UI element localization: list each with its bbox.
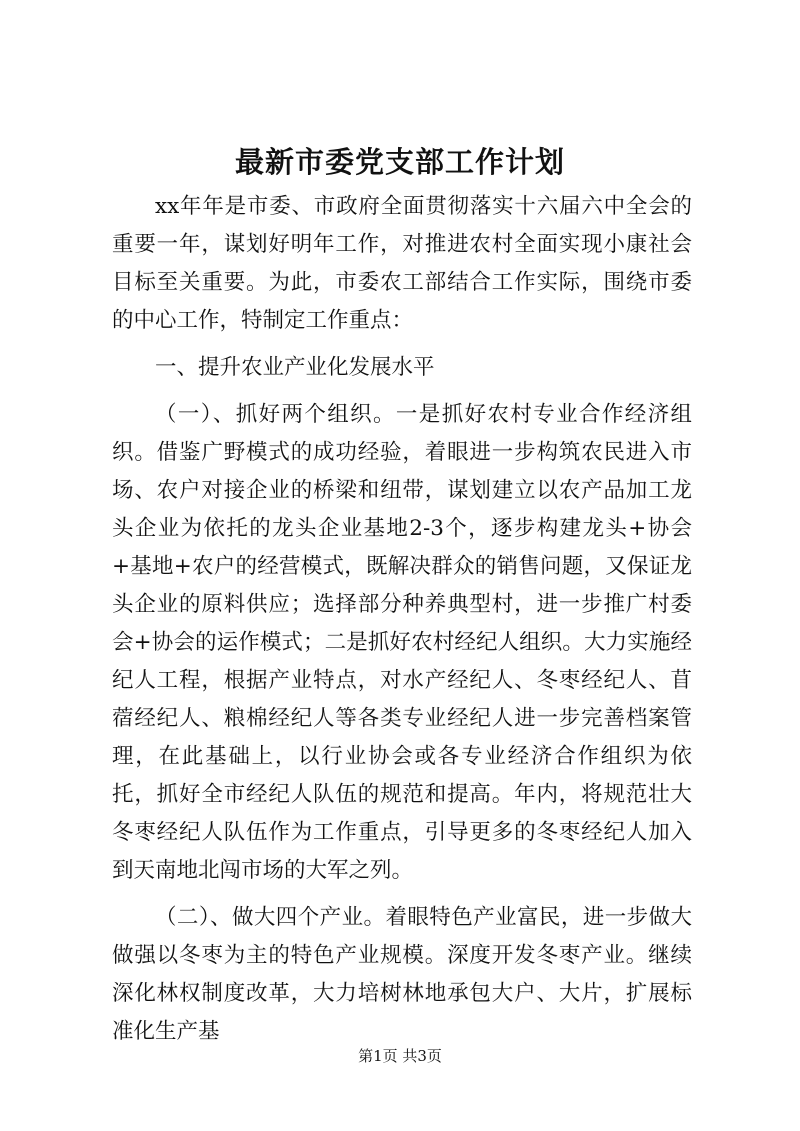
document-body bbox=[112, 188, 692, 1051]
document-title: 最新市委党支部工作计划 bbox=[234, 145, 565, 179]
intro-paragraph: xx年年是市委、市政府全面贯彻落实十六届六中全会的重要一年，谋划好明年工作，对推进农村全面实现小康社会目标至关重要。为此，市委农工部结合工作实际，围绕市委的中心工作，特制定工作重点： bbox=[112, 194, 692, 333]
subsection-paragraph-2: （二）、做大四个产业。着眼特色产业富民，进一步做大做强以冬枣为主的特色产业规模。深度开发冬枣产业。继续深化林权制度改革，大力培树林地承包大户、大片，扩展标准化生产基 bbox=[112, 905, 692, 1044]
section-heading-1: 一、提升农业产业化发展水平 bbox=[155, 355, 435, 380]
page-footer: 第1页 共3页 bbox=[358, 1047, 442, 1065]
subsection-paragraph-1: （一）、抓好两个组织。一是抓好农村专业合作经济组织。借鉴广野模式的成功经验，着眼进一步构筑农民进入市场、农户对接企业的桥梁和纽带，谋划建立以农产品加工龙头企业为依托的龙头企业基地2-3个，逐步构建龙头+协会+基地+农户的经营模式，既解决群众的销售问题，又保证龙头企业的原料供应；选择部分种养典型村，进一步推广村委会+协会的运作模式；二是抓好农村经纪人组织。大力实施经纪人工程，根据产业特点，对水产经纪人、冬枣经纪人、苜蓿经纪人、粮棉经纪人等各类专业经纪人进一步完善档案管理，在此基础上，以行业协会或各专业经济合作组织为依托，抓好全市经纪人队伍的规范和提高。年内，将规范壮大冬枣经纪人队伍作为工作重点，引导更多的冬枣经纪人加入到天南地北闯市场的大军之列。 bbox=[112, 402, 692, 883]
